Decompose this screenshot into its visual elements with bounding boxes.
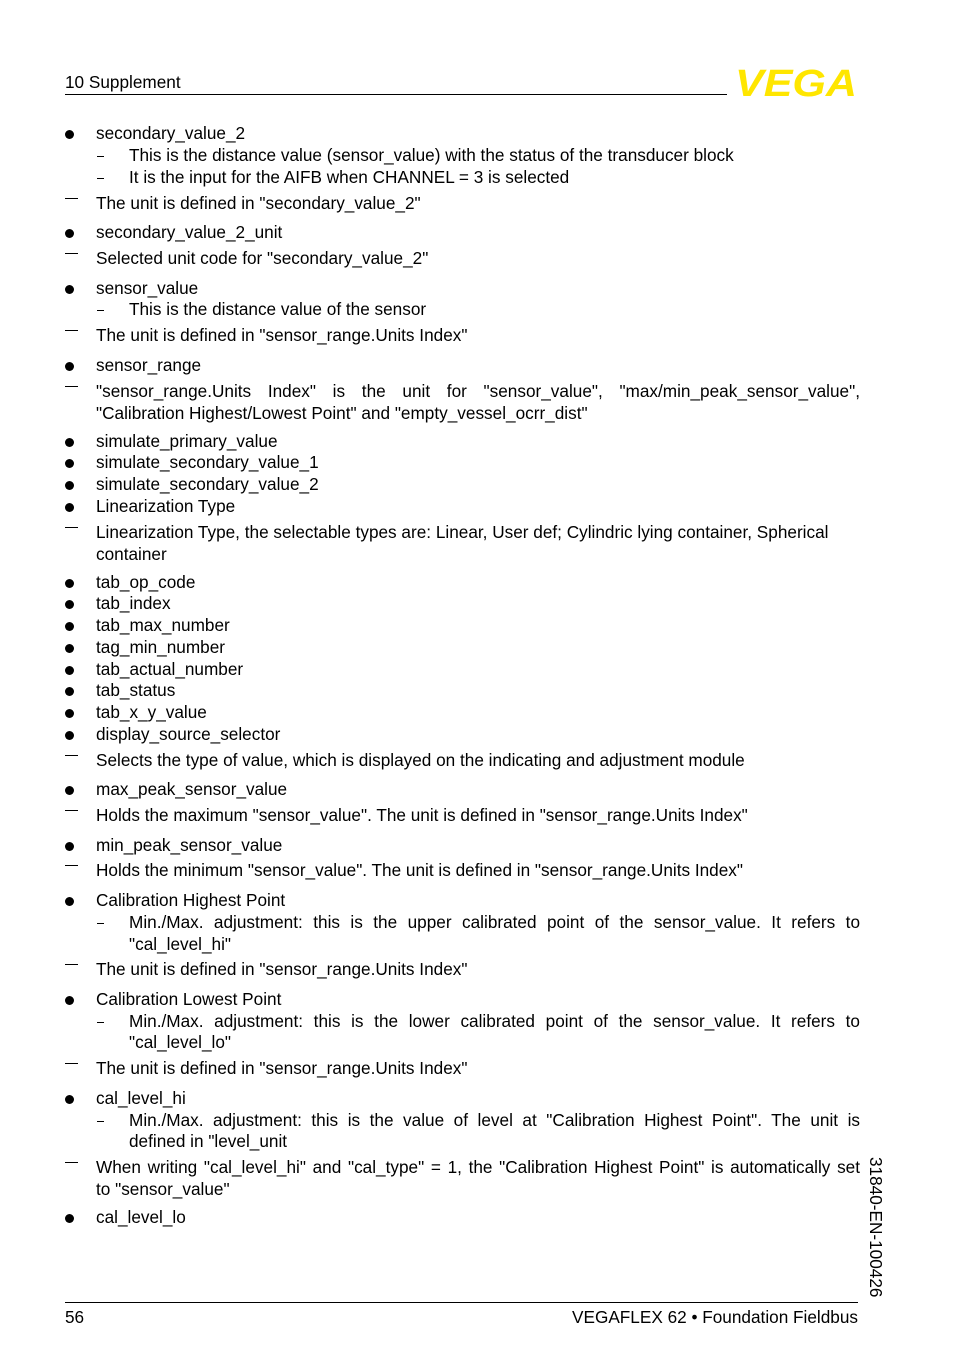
list-text: tab_index bbox=[96, 593, 171, 613]
svg-text:VEGA: VEGA bbox=[735, 66, 857, 98]
bullet-marker bbox=[65, 130, 74, 139]
bullet-marker bbox=[65, 666, 74, 675]
list-item bbox=[65, 989, 860, 1011]
dash-marker bbox=[65, 1162, 78, 1163]
list-description bbox=[65, 403, 860, 425]
bullet-marker bbox=[65, 1214, 74, 1223]
list-text: Linearization Type bbox=[96, 496, 236, 516]
list-description bbox=[65, 325, 860, 347]
list-text: sensor_value bbox=[96, 278, 199, 298]
list-item bbox=[65, 572, 860, 594]
list-text: "cal_level_lo" bbox=[129, 1032, 232, 1052]
vega-logo bbox=[734, 66, 858, 98]
list-description bbox=[65, 959, 860, 981]
page-number: 56 bbox=[65, 1307, 85, 1327]
list-item bbox=[65, 355, 860, 377]
bullet-marker bbox=[65, 897, 74, 906]
bullet-marker bbox=[65, 481, 74, 490]
list-item bbox=[65, 1207, 860, 1229]
list-description bbox=[65, 1110, 860, 1132]
bullet-marker bbox=[65, 362, 74, 371]
list-item bbox=[65, 474, 860, 496]
list-description bbox=[65, 912, 860, 934]
list-text: tab_max_number bbox=[96, 615, 230, 635]
list-description bbox=[65, 1011, 860, 1033]
list-description bbox=[65, 1157, 860, 1179]
list-item bbox=[65, 452, 860, 474]
list-text: This is the distance value of the sensor bbox=[129, 299, 427, 319]
bullet-marker bbox=[65, 503, 74, 512]
dash-marker bbox=[65, 198, 78, 199]
list-description bbox=[65, 1131, 860, 1153]
list-text: defined in "level_unit bbox=[129, 1131, 288, 1151]
footer-divider bbox=[65, 1302, 858, 1303]
list-description bbox=[65, 934, 860, 956]
list-item bbox=[65, 890, 860, 912]
dash-marker bbox=[65, 755, 78, 756]
dash-marker bbox=[97, 1022, 104, 1023]
list-text: The unit is defined in "sensor_range.Units Index" bbox=[96, 959, 468, 979]
list-text: min_peak_sensor_value bbox=[96, 835, 283, 855]
list-text: secondary_value_2 bbox=[96, 123, 246, 143]
list-text: This is the distance value (sensor_value) with the status of the transducer block bbox=[129, 145, 734, 165]
list-text: Min./Max. adjustment: this is the upper calibrated point of the sensor_value. It refers to bbox=[129, 912, 860, 932]
dash-marker bbox=[97, 310, 104, 311]
list-text: to "sensor_value" bbox=[96, 1179, 230, 1199]
list-item bbox=[65, 593, 860, 615]
list-item bbox=[65, 496, 860, 518]
list-text: tab_op_code bbox=[96, 572, 196, 592]
list-item bbox=[65, 615, 860, 637]
list-text: "cal_level_hi" bbox=[129, 934, 232, 954]
bullet-marker bbox=[65, 687, 74, 696]
list-description bbox=[65, 522, 860, 544]
bullet-marker bbox=[65, 996, 74, 1005]
list-item bbox=[65, 123, 860, 145]
list-text: container bbox=[96, 544, 167, 564]
list-text: Min./Max. adjustment: this is the lower calibrated point of the sensor_value. It refers to bbox=[129, 1011, 860, 1031]
list-text: The unit is defined in "sensor_range.Units Index" bbox=[96, 325, 468, 345]
bullet-marker bbox=[65, 229, 74, 238]
list-text: tab_x_y_value bbox=[96, 702, 207, 722]
list-description bbox=[65, 805, 860, 827]
list-text: tag_min_number bbox=[96, 637, 225, 657]
list-text: Linearization Type, the selectable types are: Linear, User def; Cylindric lying container, Spherical bbox=[96, 522, 829, 542]
list-description bbox=[65, 167, 860, 189]
list-text: max_peak_sensor_value bbox=[96, 779, 288, 799]
bullet-marker bbox=[65, 709, 74, 718]
list-description bbox=[65, 299, 860, 321]
list-text: When writing "cal_level_hi" and "cal_type" = 1, the "Calibration Highest Point" is automatically set bbox=[96, 1157, 860, 1177]
list-text: Holds the minimum "sensor_value". The unit is defined in "sensor_range.Units Index" bbox=[96, 860, 743, 880]
list-description bbox=[65, 860, 860, 882]
list-text: Calibration Highest Point bbox=[96, 890, 286, 910]
list-text: sensor_range bbox=[96, 355, 202, 375]
list-item bbox=[65, 724, 860, 746]
section-header: 10 Supplement bbox=[65, 72, 181, 92]
bullet-marker bbox=[65, 644, 74, 653]
dash-marker bbox=[65, 330, 78, 331]
bullet-marker bbox=[65, 622, 74, 631]
list-item bbox=[65, 637, 860, 659]
list-description bbox=[65, 381, 860, 403]
list-text: Holds the maximum "sensor_value". The unit is defined in "sensor_range.Units Index" bbox=[96, 805, 748, 825]
list-description bbox=[65, 193, 860, 215]
bullet-marker bbox=[65, 786, 74, 795]
document-title: VEGAFLEX 62 • Foundation Fieldbus bbox=[572, 1307, 858, 1327]
bullet-marker bbox=[65, 842, 74, 851]
dash-marker bbox=[65, 964, 78, 965]
list-item bbox=[65, 659, 860, 681]
bullet-marker bbox=[65, 459, 74, 468]
list-text: simulate_secondary_value_1 bbox=[96, 452, 319, 472]
list-item bbox=[65, 680, 860, 702]
list-text: The unit is defined in "sensor_range.Units Index" bbox=[96, 1058, 468, 1078]
list-text: Selects the type of value, which is displayed on the indicating and adjustment module bbox=[96, 750, 745, 770]
bullet-marker bbox=[65, 600, 74, 609]
document-code: 31840-EN-100426 bbox=[866, 1157, 886, 1298]
bullet-marker bbox=[65, 438, 74, 447]
list-text: cal_level_lo bbox=[96, 1207, 186, 1227]
list-description bbox=[65, 1179, 860, 1201]
dash-marker bbox=[65, 1063, 78, 1064]
list-text: simulate_primary_value bbox=[96, 431, 278, 451]
list-text: display_source_selector bbox=[96, 724, 281, 744]
list-text: tab_status bbox=[96, 680, 176, 700]
list-text: Calibration Lowest Point bbox=[96, 989, 282, 1009]
dash-marker bbox=[97, 178, 104, 179]
dash-marker bbox=[65, 527, 78, 528]
dash-marker bbox=[65, 386, 78, 387]
list-description bbox=[65, 1058, 860, 1080]
list-description bbox=[65, 1032, 860, 1054]
dash-marker bbox=[97, 1121, 104, 1122]
list-text: "sensor_range.Units Index" is the unit for "sensor_value", "max/min_peak_sensor_value", bbox=[96, 381, 860, 401]
list-text: The unit is defined in "secondary_value_2" bbox=[96, 193, 421, 213]
bullet-marker bbox=[65, 285, 74, 294]
list-item bbox=[65, 1088, 860, 1110]
list-item bbox=[65, 278, 860, 300]
bullet-marker bbox=[65, 731, 74, 740]
list-text: secondary_value_2_unit bbox=[96, 222, 283, 242]
dash-marker bbox=[97, 156, 104, 157]
list-item bbox=[65, 835, 860, 857]
dash-marker bbox=[65, 865, 78, 866]
list-text: Min./Max. adjustment: this is the value of level at "Calibration Highest Point". The unit is bbox=[129, 1110, 860, 1130]
list-description bbox=[65, 145, 860, 167]
list-description bbox=[65, 248, 860, 270]
dash-marker bbox=[65, 253, 78, 254]
list-text: cal_level_hi bbox=[96, 1088, 186, 1108]
bullet-marker bbox=[65, 1095, 74, 1104]
dash-marker bbox=[65, 810, 78, 811]
header-divider bbox=[65, 94, 727, 95]
list-item bbox=[65, 702, 860, 724]
list-text: tab_actual_number bbox=[96, 659, 244, 679]
list-item bbox=[65, 779, 860, 801]
list-item bbox=[65, 431, 860, 453]
list-text: "Calibration Highest/Lowest Point" and "empty_vessel_ocrr_dist" bbox=[96, 403, 588, 423]
list-text: simulate_secondary_value_2 bbox=[96, 474, 319, 494]
list-text: Selected unit code for "secondary_value_2" bbox=[96, 248, 429, 268]
list-description bbox=[65, 544, 860, 566]
dash-marker bbox=[97, 923, 104, 924]
bullet-marker bbox=[65, 579, 74, 588]
list-item bbox=[65, 222, 860, 244]
list-description bbox=[65, 750, 860, 772]
list-text: It is the input for the AIFB when CHANNEL = 3 is selected bbox=[129, 167, 570, 187]
